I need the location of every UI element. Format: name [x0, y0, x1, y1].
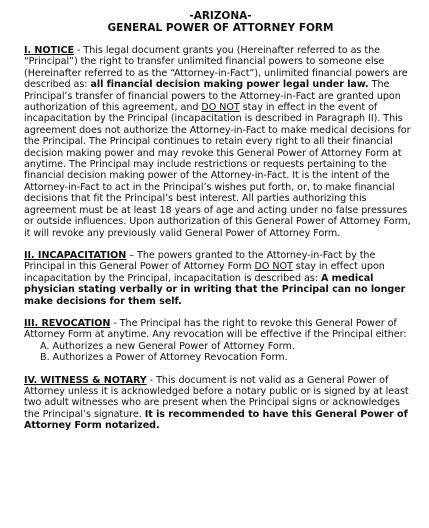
- state-heading: -ARIZONA-: [189, 10, 252, 22]
- revocation-text-1: - The Principal has the right to revoke this General Power of Attorney Form at anytime. Any revocation will be effective if the Principal either:: [24, 317, 407, 341]
- incapacitation-text-2: stay in effect upon incapacitation by the Principal, incapacitation is described as:: [24, 261, 385, 284]
- incapacitation-bold-1: A medical physician stating verbally or in writing that the Principal can no longer make decisions for them self.: [24, 272, 406, 307]
- revocation-heading: III. REVOCATION: [24, 317, 111, 329]
- list-item: B. Authorizes a Power of Attorney Revocation Form.: [40, 352, 288, 364]
- revocation-list: [40, 341, 417, 364]
- notice-text-3: stay in effect in the event of incapacitation by the Principal (incapacitation is described in Paragraph II). This agreement does not authorize the Attorney-in-Fact to make medical decisions for the Principal. The Principal continues to retain every right to all their financial decision making power and may revoke this General Power of Attorney Form at anytime. The Principal may include restrictions or requests pertaining to the financial decision making power of the Attorney-in-Fact. It is the intent of the Attorney-in-Fact to act in the Principal’s wishes put forth, or, to make financial decisions that fit the Principal’s best interest. All parties authorizing this agreement must be at least 18 years of age and acting under no false pressures or outside influences. Upon authorization of this General Power of Attorney Form, it will revoke any previously valid General Power of Attorney Form.: [24, 102, 411, 239]
- notice-underline-1: DO NOT: [201, 102, 240, 114]
- incapacitation-heading: II. INCAPACITATION: [24, 249, 127, 261]
- notice-section: [24, 45, 417, 239]
- notice-heading: I. NOTICE: [24, 45, 74, 56]
- witness-heading: IV. WITNESS & NOTARY: [24, 374, 147, 386]
- list-item: A. Authorizes a new General Power of Attorney Form.: [40, 340, 295, 352]
- witness-bold-1: It is recommended to have this General Power of Attorney Form notarized.: [24, 408, 408, 432]
- notice-text-2: The Principal’s transfer of financial powers to the Attorney-in-Fact are granted upon authorization of this agreement, and: [24, 79, 401, 114]
- document-title: GENERAL POWER OF ATTORNEY FORM: [107, 22, 334, 34]
- witness-section: [24, 375, 417, 432]
- witness-text-1: - This document is not valid as a General Power of Attorney unless it is acknowledged before a notary public or is signed by at least two adult witnesses who are present when the Principal signs or acknowledges the Principal’s signature.: [24, 374, 409, 420]
- incapacitation-text-1: – The powers granted to the Attorney-in-Fact by the Principal in this General Power of Attorney Form: [24, 249, 376, 273]
- incapacitation-section: [24, 250, 417, 307]
- revocation-section: [24, 318, 417, 341]
- notice-bold-1: all financial decision making power legal under law.: [90, 79, 369, 91]
- notice-text-1: - This legal document grants you (Hereinafter referred to as the “Principal”) the right to transfer unlimited financial powers to someone else (Hereinafter referred to as the “Attorney-in-Fact”), unlimited financial powers are described as:: [24, 45, 408, 91]
- incapacitation-underline-1: DO NOT: [254, 261, 293, 273]
